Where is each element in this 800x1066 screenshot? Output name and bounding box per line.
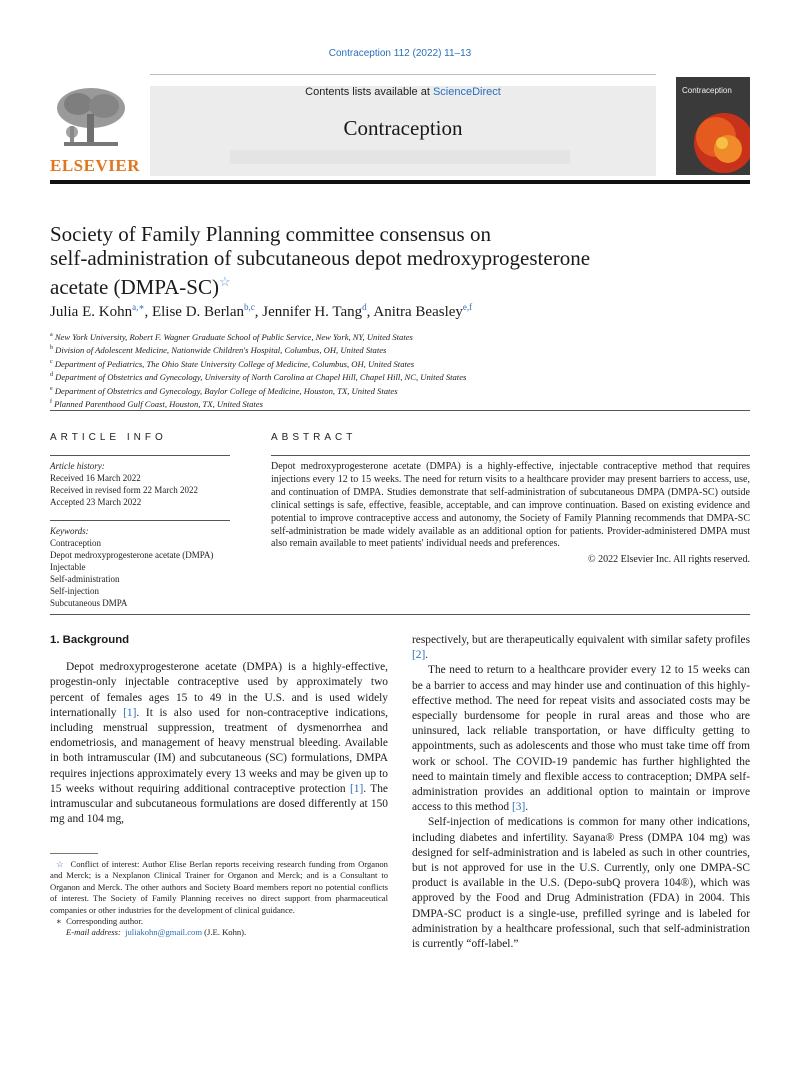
email-link[interactable]: juliakohn@gmail.com: [125, 927, 203, 938]
body-left-column: [50, 633, 388, 827]
body-right-column: [412, 633, 750, 952]
author-name: Anitra Beasley: [373, 304, 463, 320]
footnote-star-icon: ☆: [56, 859, 65, 869]
divider-above-body: [50, 614, 750, 615]
author-list: Julia E. Kohn$^{a,∗}$, Elise D. Berlan$^{b,c}$, Jennifer H. Tang$^d$, Anitra Beasley$^{e,f}$: [50, 302, 473, 320]
elsevier-tree-icon: [54, 86, 128, 150]
abstract-heading: ABSTRACT: [271, 432, 357, 443]
title-footnote-star[interactable]: ☆: [218, 274, 231, 289]
footnotes: [50, 859, 388, 939]
corresponding-author-note: ∗ Corresponding author.: [56, 916, 143, 927]
reference-link[interactable]: [2]: [412, 649, 426, 662]
affiliation-item: $^c$ Department of Pediatrics, The Ohio State University College of Medicine, Columbus, OH, United States: [50, 358, 415, 369]
info-divider: [50, 520, 230, 521]
header-rule: [50, 180, 750, 184]
author-name: Elise D. Berlan: [151, 304, 245, 320]
journal-title: Contraception: [343, 116, 463, 140]
paragraph: The need to return to a healthcare provider every 12 to 15 weeks can be a barrier to access and may hinder use and continuation of this highly-effective method. The need for repeat visits and associated costs may be especially burdensome for people in rural areas and those who are uninsured, lack reliable transportation, or have difficulty getting to appointments, such as adolescents and those who must take time off from work or school. The COVID-19 pandemic has further highlighted the need to maintain timely and flexible access to contraception; DMPA self-administration provides an additional option to maintain or improve access to this method [3].: [412, 664, 750, 814]
article-info-column: [50, 432, 230, 609]
author-name: Jennifer H. Tang: [262, 304, 363, 320]
contents-available-line: Contents lists available at ScienceDirect: [305, 86, 501, 98]
keyword-item: Self-administration: [50, 574, 120, 584]
author-affil-mark[interactable]: d: [362, 302, 367, 312]
abstract-column: [271, 432, 750, 565]
author-affil-mark[interactable]: a,∗: [132, 302, 145, 312]
divider-above-info: [50, 410, 750, 411]
keyword-item: Self-injection: [50, 586, 99, 596]
affiliation-item: $^a$ New York University, Robert F. Wagner Graduate School of Public Service, New York, NY, United States: [50, 331, 413, 342]
footnote-rule: [50, 853, 98, 854]
history-item: Accepted 23 March 2022: [50, 497, 142, 507]
history-item: Received 16 March 2022: [50, 473, 141, 483]
article-title: Society of Family Planning committee consensus on self-administration of subcutaneous depot medroxyprogesterone acetate (DMPA-SC)☆: [50, 222, 591, 299]
reference-link[interactable]: [1]: [349, 782, 364, 795]
keyword-item: Injectable: [50, 562, 86, 572]
keyword-item: Subcutaneous DMPA: [50, 598, 128, 608]
affiliations: [50, 330, 750, 411]
affiliation-item: $^d$ Department of Obstetrics and Gynecology, University of North Carolina at Chapel Hill, Chapel Hill, NC, United States: [50, 372, 467, 383]
history-item: Received in revised form 22 March 2022: [50, 485, 198, 495]
affiliation-item: $^e$ Department of Obstetrics and Gynecology, Baylor College of Medicine, Houston, TX, United States: [50, 385, 398, 396]
author-name: Julia E. Kohn: [50, 304, 133, 320]
abstract-divider: [271, 455, 750, 456]
reference-link[interactable]: [3]: [511, 801, 526, 814]
author-affil-mark[interactable]: e,f: [462, 302, 473, 312]
email-note: E-mail address: juliakohn@gmail.com (J.E. Kohn).: [66, 927, 247, 938]
paragraph: respectively, but are therapeutically equivalent with similar safety profiles [2].: [412, 634, 750, 662]
keyword-item: Depot medroxyprogesterone acetate (DMPA): [50, 550, 214, 560]
section-heading: 1. Background: [50, 634, 130, 646]
author-affil-mark[interactable]: b,c: [244, 302, 255, 312]
affiliation-item: $^b$ Division of Adolescent Medicine, Nationwide Children's Hospital, Columbus, OH, United States: [50, 345, 387, 356]
keywords: Keywords: Contraception Depot medroxyprogesterone acetate (DMPA) Injectable Self-administration Self-injection Subcutaneous DMPA: [50, 525, 230, 609]
header-watermark-band: [230, 150, 570, 164]
conflict-footnote: ☆ Conflict of interest: Author Elise Berlan reports receiving research funding from Organon and Merck; is a Nexplanon Clinical Trainer for Organon and Merck; and is a Consultant to Organon and Merck. The other authors and Society Board members report no potential conflicts of interest. The Society of Family Planning receives no direct support from pharmaceutical companies or other industries for the development of clinical guidance.: [50, 859, 388, 915]
article-info-heading: ARTICLE INFO: [50, 432, 167, 443]
elsevier-logo[interactable]: [50, 86, 140, 176]
header-divider: [150, 74, 656, 75]
keyword-item: Contraception: [50, 538, 101, 548]
journal-citation[interactable]: [0, 48, 800, 59]
journal-cover-thumbnail[interactable]: [676, 77, 750, 175]
copyright-line: © 2022 Elsevier Inc. All rights reserved.: [587, 554, 750, 566]
sciencedirect-link[interactable]: ScienceDirect: [432, 86, 501, 98]
article-history: Article history: Received 16 March 2022 Received in revised form 22 March 2022 Accepted 23 March 2022: [50, 460, 230, 508]
cover-title: Contraception: [682, 86, 732, 95]
abstract-text: Depot medroxyprogesterone acetate (DMPA) is a highly-effective, injectable contraceptive method that requires injections every 12 to 15 weeks. The need for return visits to a healthcare provider may present barriers to access, use, and continuation of DMPA. Studies demonstrate that self-administration of subcutaneous DMPA (DMPA-SC) outside clinical settings is safe, effective, feasible, acceptable, and can improve continuation. Based on existing evidence and potential to improve contraceptive access and autonomy, the Society of Family Planning recommends that DMPA-SC self-administration be made widely available as an additional option for patients. Provider-administered DMPA must also remain available to meet patients' individual needs and preferences.: [271, 461, 750, 550]
paragraph: Depot medroxyprogesterone acetate (DMPA) is a highly-effective, progestin-only injectable contraceptive used by approximately two percent of females ages 15 to 49 in the U.S. and is used widely internationally [1]. It is also used for non-contraceptive indications, including menstrual suppression, treatment of dysmenorrhea and endometriosis, and management of heavy menstrual bleeding. Available in both intramuscular (IM) and subcutaneous (SC) formulations, DMPA requires injections approximately every 13 weeks and may be given up to 15 weeks without requiring additional contraceptive protection [1]. The intramuscular and subcutaneous formulations are dosed differently at 150 mg and 104 mg,: [50, 661, 388, 826]
elsevier-wordmark: ELSEVIER: [50, 156, 140, 175]
info-divider: [50, 455, 230, 456]
reference-link[interactable]: [1]: [123, 706, 137, 719]
citation-link[interactable]: Contraception 112 (2022) 11–13: [328, 48, 472, 59]
paragraph: Self-injection of medications is common for many other indications, including diabetes and infertility. Sayana® Press (DMPA 104 mg) was designed for self-administration and is labeled as such in other countries, but is not approved for use in the U.S. Currently, only one DMPA-SC product is available in the U.S. (Depo-subQ provera 104®), which was approved by the Food and Drug Administration (FDA) in 2004. This DMPA-SC product is a single-use, prefilled syringe and is labeled for administration by a healthcare professional, such that self-administration is currently “off-label.”: [412, 816, 750, 951]
affiliation-item: $^f$ Planned Parenthood Gulf Coast, Houston, TX, United States: [50, 399, 263, 410]
